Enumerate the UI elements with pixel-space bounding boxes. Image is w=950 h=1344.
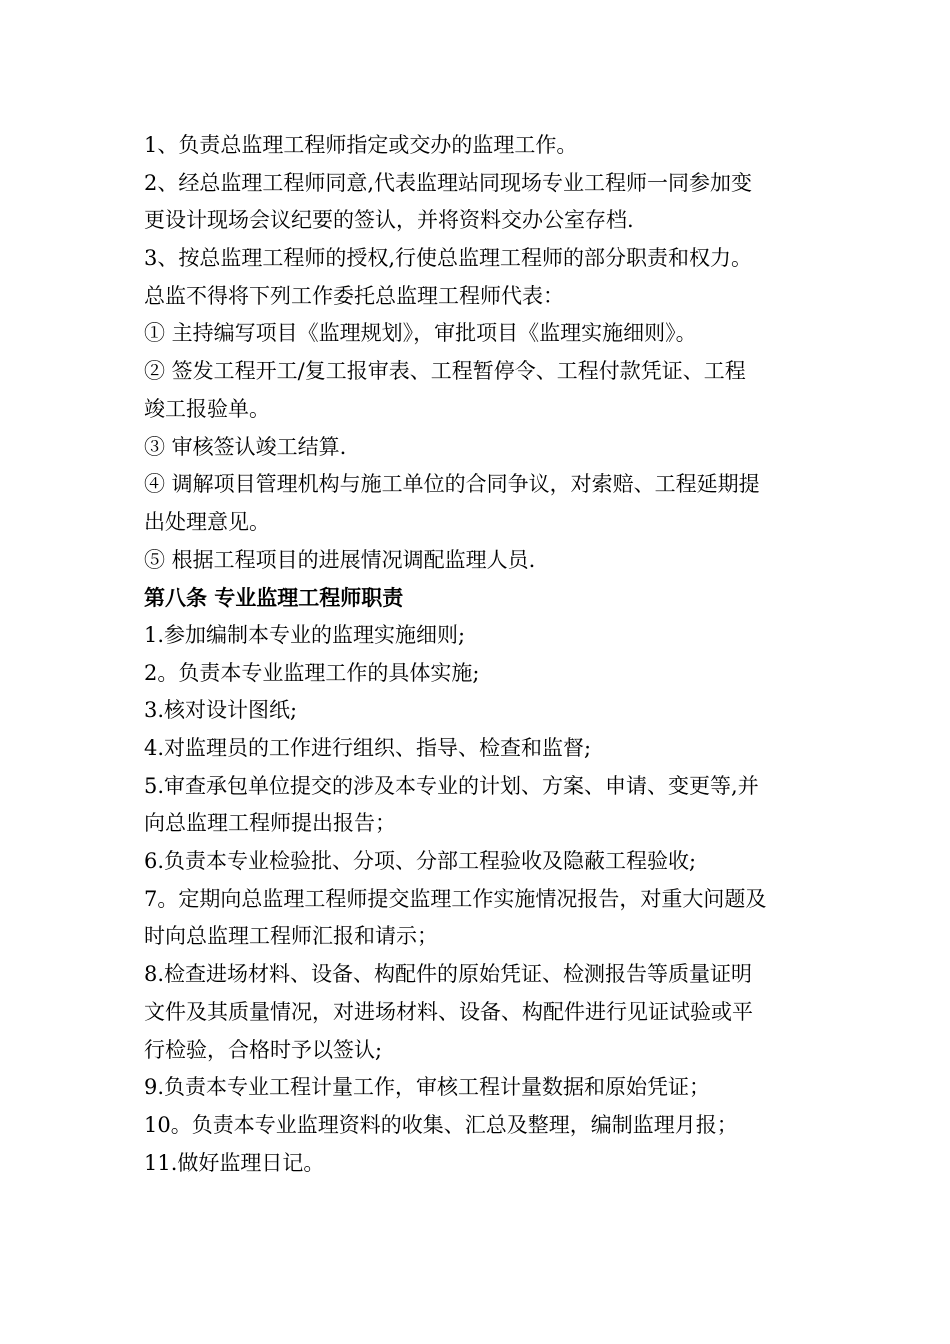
text-line: 出处理意见。 [144, 509, 270, 534]
section-heading: 第八条 专业监理工程师职责 [144, 585, 404, 611]
list-item: 5.审查承包单位提交的涉及本专业的计划、方案、申请、变更等,并 [144, 773, 759, 798]
text-line: 总监不得将下列工作委托总监理工程师代表： [144, 283, 564, 308]
text-line: 竣工报验单。 [144, 396, 270, 421]
text-line: 时向总监理工程师汇报和请示； [144, 924, 438, 949]
list-item: ② 签发工程开工/复工报审表、工程暂停令、工程付款凭证、工程 [144, 359, 746, 384]
list-item: 10。负责本专业监理资料的收集、汇总及整理，编制监理月报； [144, 1112, 738, 1137]
list-item: 2。负责本专业监理工作的具体实施; [144, 660, 480, 685]
list-item: 7。定期向总监理工程师提交监理工作实施情况报告，对重大问题及 [144, 886, 767, 911]
list-item: ① 主持编写项目《监理规划》，审批项目《监理实施细则》。 [144, 321, 697, 346]
text-line: 文件及其质量情况，对进场材料、设备、构配件进行见证试验或平 [144, 999, 753, 1024]
list-item: 1.参加编制本专业的监理实施细则; [144, 622, 466, 647]
list-item: 8.检查进场材料、设备、构配件的原始凭证、检测报告等质量证明 [144, 962, 753, 987]
text-line: 更设计现场会议纪要的签认，并将资料交办公室存档. [144, 208, 634, 233]
list-item: 11.做好监理日记。 [144, 1150, 325, 1175]
text-line: 3、按总监理工程师的授权,行使总监理工程师的部分职责和权力。 [144, 246, 753, 271]
list-item: 9.负责本专业工程计量工作，审核工程计量数据和原始凭证； [144, 1075, 711, 1100]
text-line: 1、负责总监理工程师指定或交办的监理工作。 [144, 133, 578, 157]
list-item: ⑤ 根据工程项目的进展情况调配监理人员. [144, 547, 536, 572]
text-line: 行检验，合格时予以签认; [144, 1037, 383, 1062]
list-item: 6.负责本专业检验批、分项、分部工程验收及隐蔽工程验收; [144, 849, 697, 874]
document-page [144, 127, 816, 1182]
list-item: 4.对监理员的工作进行组织、指导、检查和监督; [144, 736, 592, 760]
list-item: ③ 审核签认竣工结算. [144, 434, 347, 459]
text-line: 向总监理工程师提出报告； [144, 811, 396, 836]
list-item: ④ 调解项目管理机构与施工单位的合同争议，对索赔、工程延期提 [144, 472, 760, 497]
list-item: 3.核对设计图纸; [144, 698, 298, 723]
text-line: 2、经总监理工程师同意,代表监理站同现场专业工程师一同参加变 [144, 170, 753, 195]
